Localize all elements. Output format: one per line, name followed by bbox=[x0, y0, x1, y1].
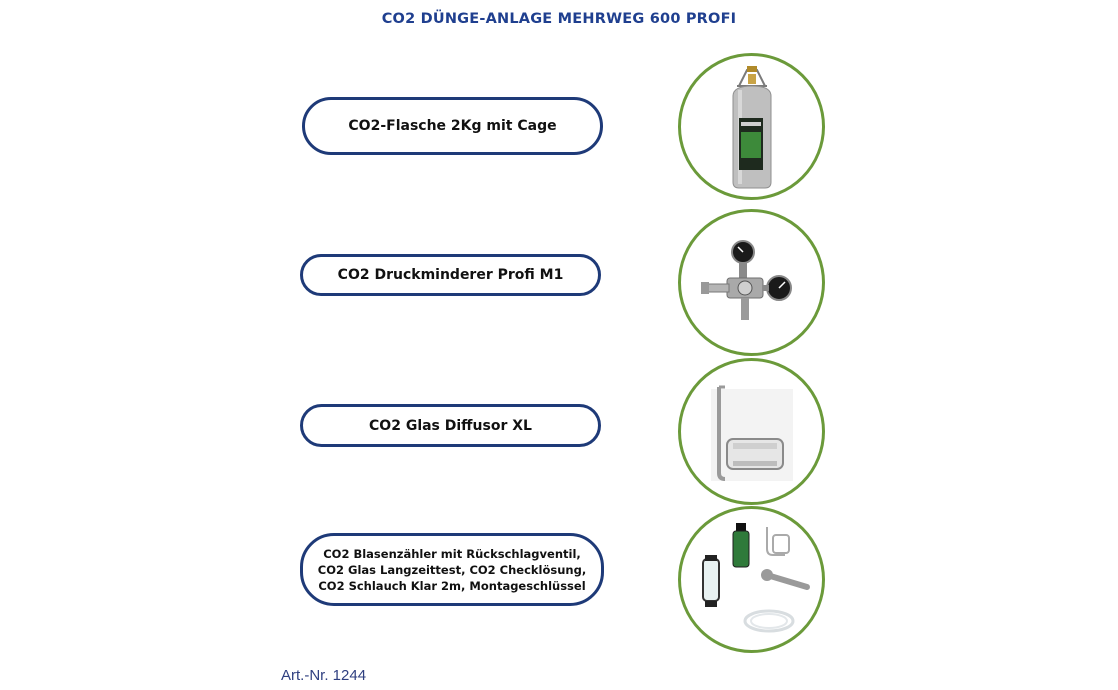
item-label-regulator bbox=[300, 254, 601, 296]
item-label-text: CO2 Druckminderer Profi M1 bbox=[337, 267, 564, 283]
article-number: Art.-Nr. 1244 bbox=[281, 667, 367, 684]
co2-bottle-icon bbox=[681, 56, 822, 197]
item-label-diffuser bbox=[300, 404, 601, 447]
item-label-line: CO2 Schlauch Klar 2m, Montageschlüssel bbox=[318, 578, 586, 593]
item-label-line: CO2 Blasenzähler mit Rückschlagventil, bbox=[323, 546, 581, 561]
item-image-diffuser bbox=[678, 358, 825, 505]
page-title: CO2 DÜNGE-ANLAGE MEHRWEG 600 PROFI bbox=[381, 11, 737, 27]
item-image-regulator bbox=[678, 209, 825, 356]
item-image-accessories bbox=[678, 506, 825, 653]
item-label-accessories bbox=[300, 533, 604, 606]
item-label-line: CO2 Glas Langzeittest, CO2 Checklösung, bbox=[317, 562, 587, 577]
item-label-text: CO2-Flasche 2Kg mit Cage bbox=[348, 118, 557, 134]
pressure-regulator-icon bbox=[681, 212, 822, 353]
item-label-text: CO2 Glas Diffusor XL bbox=[369, 417, 532, 434]
item-image-bottle bbox=[678, 53, 825, 200]
glass-diffuser-icon bbox=[681, 361, 822, 502]
accessories-set-icon bbox=[681, 509, 822, 650]
item-label-bottle bbox=[302, 97, 603, 155]
